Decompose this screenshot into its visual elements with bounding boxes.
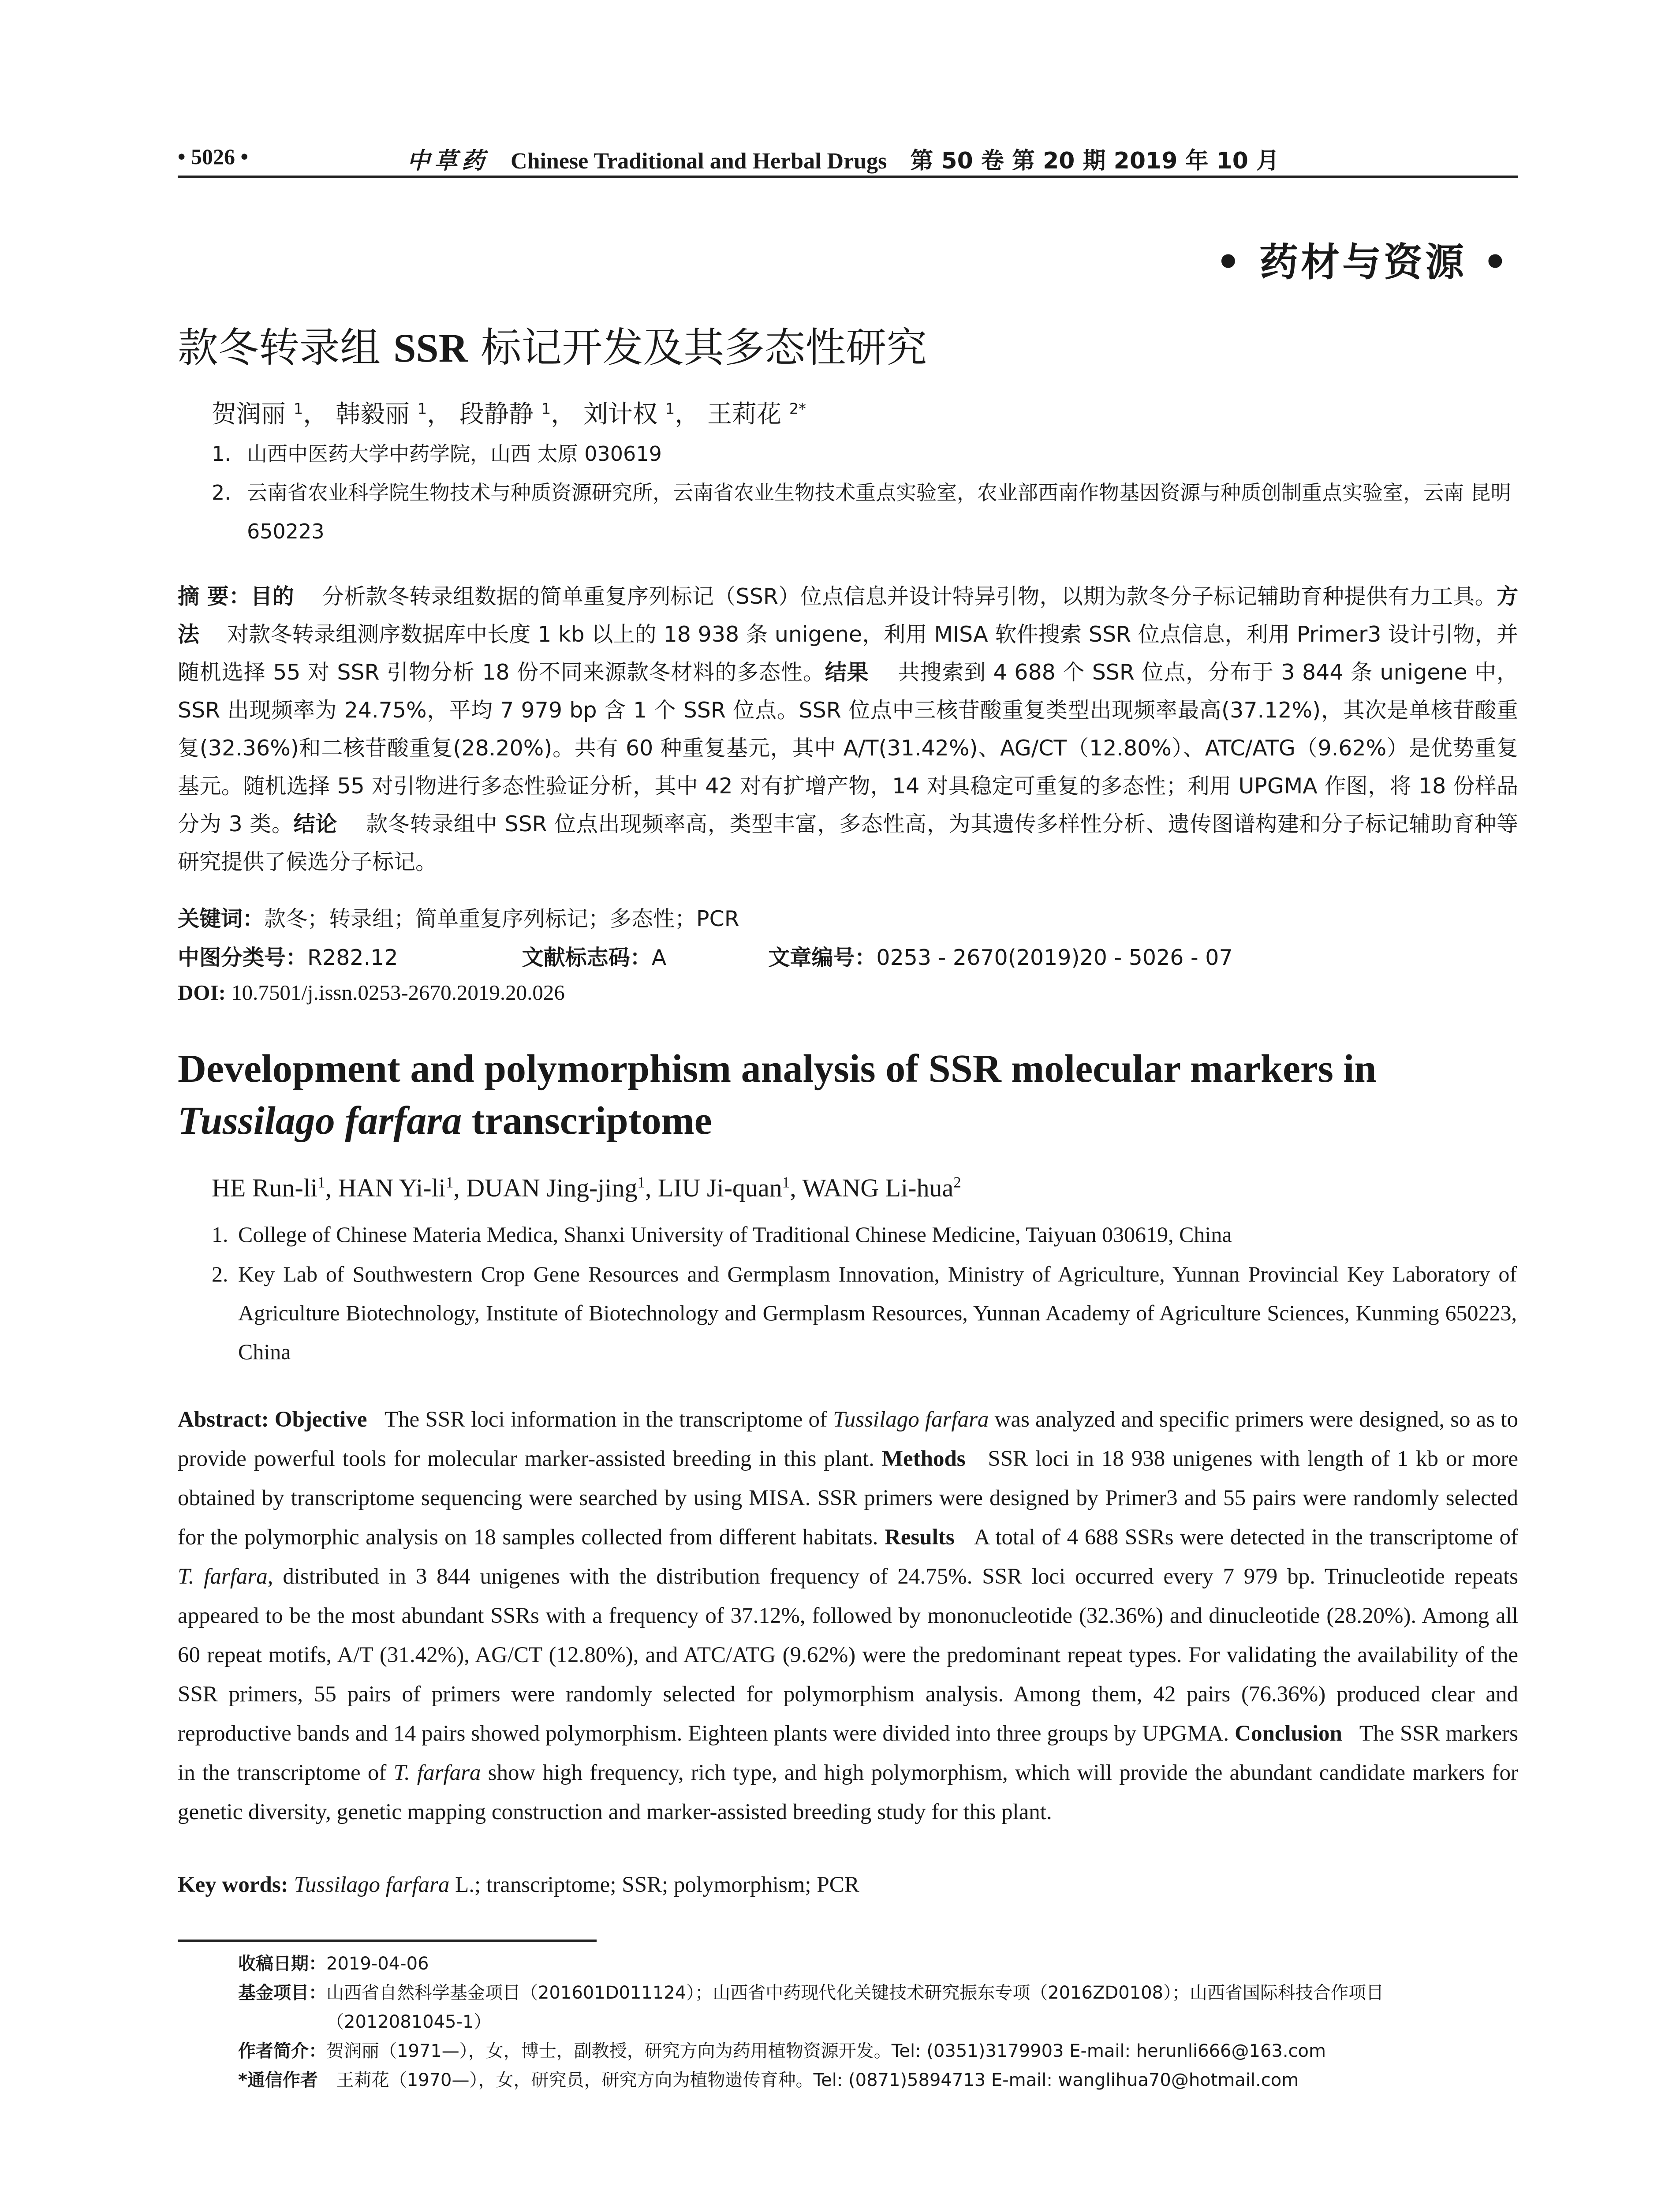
cn-title-part-c: 标记开发及其多态性研究 <box>468 324 927 371</box>
affiliation-marker: 1 <box>317 1174 325 1191</box>
en-conclusion-species: T. farfara <box>393 1760 481 1785</box>
page-marker: • 5026 • <box>178 144 249 169</box>
en-conclusion-text-a: The SSR markers in the transcriptome of <box>178 1721 1518 1785</box>
cn-results-text: 共搜索到 4 688 个 SSR 位点，分布于 3 844 条 unigene 中，SSR 出现频率为 24.75%，平均 7 979 bp 含 1 个 SSR 位点。SSR 位点中三核苷酸重复类型出现频率最高(37.12%)，其次是单核苷酸重复(32.36%)和二核苷酸重复(28.20%)。共有 60 种重复基元，其中 A/T(31.42%)、AG/CT（12.80%）、ATC/ATG（9.62%）是优势重复基元。随机选择 55 对引物进行多态性验证分析，其中 42 对有扩增产物，14 对具稳定可重复的多态性；利用 UPGMA 作图，将 18 份样品分为 3 类。 <box>178 660 1518 837</box>
en-author-name: HE Run-li <box>212 1174 318 1202</box>
en-results-species: T. farfara <box>178 1564 268 1589</box>
en-objective-text-c: was analyzed and specific primers were designed, so as to provide powerful tools for molecular marker-assisted breeding in this plant. <box>178 1407 1518 1471</box>
footnote-received <box>238 1949 1517 1978</box>
en-title <box>178 1043 1518 1147</box>
en-objective-text-a: The SSR loci information in the transcriptome of <box>384 1407 833 1432</box>
en-results-text-a: A total of 4 688 SSRs were detected in the transcriptome of <box>974 1525 1518 1550</box>
en-results-text-c: , distributed in 3 844 unigenes with the distribution frequency of 24.75%. SSR loci occurred every 7 979 bp. Trinucleotide repeats appeared to be the most abundant SSRs with a frequency of 37.12%, followed by mononucleotide (32.36%) and dinucleotide (28.20%). Among all 60 repeat motifs, A/T (31.42%), AG/CT (12.80%), and ATC/ATG (9.62%) were the predominant repeat types. For validating the availability of the SSR primers, 55 pairs of primers were randomly selected for polymorphism analysis. Among them, 42 pairs (76.36%) produced clear and reproductive bands and 14 pairs showed polymorphism. Eighteen plants were divided into three groups by UPGMA. <box>178 1564 1518 1746</box>
footnote-label: 作者简介： <box>238 2041 326 2061</box>
article-no-label: 文章编号： <box>768 945 877 970</box>
cn-author-name: 段静静 <box>459 400 534 429</box>
journal-info <box>407 142 1279 175</box>
affiliation-text: 山西中医药大学中药学院，山西 太原 030619 <box>247 442 662 466</box>
cn-author-name: 刘计权 <box>583 400 657 429</box>
en-methods-label: Methods <box>881 1446 966 1471</box>
en-author-name: HAN Yi-li <box>338 1174 446 1202</box>
en-author <box>802 1174 961 1202</box>
cn-objective-text: 分析款冬转录组数据的简单重复序列标记（SSR）位点信息并设计特异引物，以期为款冬分子标记辅助育种提供有力工具。 <box>322 584 1497 609</box>
affiliation-marker: 1 <box>417 400 427 418</box>
cn-author-name: 韩毅丽 <box>336 400 410 429</box>
affiliation-marker: 1 <box>293 400 303 418</box>
article-no-value: 0253 - 2670(2019)20 - 5026 - 07 <box>876 945 1233 970</box>
en-author: DUAN Jing-jing$^1$, <box>466 1174 658 1202</box>
section-tag: • 药材与资源 • <box>1216 239 1510 285</box>
en-title-part-c: transcriptome <box>462 1099 712 1143</box>
cn-affiliation-2 <box>212 473 1517 551</box>
footnote-corresponding <box>238 2066 1517 2095</box>
en-author: HE Run-$li^1$, <box>212 1174 338 1202</box>
affiliation-number: 1. <box>212 1222 228 1247</box>
doi-label: DOI: <box>178 980 226 1005</box>
en-abstract <box>178 1400 1518 1832</box>
cn-title <box>178 315 927 374</box>
cn-author: 段静静 $^1$， <box>459 400 576 429</box>
affiliation-marker: 1 <box>782 1174 790 1191</box>
cn-keywords-label: 关键词： <box>178 906 265 931</box>
footnote-author-bio <box>238 2037 1517 2066</box>
cn-classification <box>178 941 1233 972</box>
en-abstract-label: Abstract: <box>178 1407 269 1432</box>
footnote-text: 王莉花（1970—），女，研究员，研究方向为植物遗传育种。Tel: (0871)5894713 E-mail: wanglihua70@hotmail.com <box>336 2070 1299 2090</box>
cn-abstract-label: 摘 要： <box>178 584 251 609</box>
cn-methods-text: 对款冬转录组测序数据库中长度 1 kb 以上的 18 938 条 unigene，利用 MISA 软件搜索 SSR 位点信息，利用 Primer3 设计引物，并随机选择 55 对 SSR 引物分析 18 份不同来源款冬材料的多态性。 <box>178 622 1518 685</box>
cn-conclusion-label: 结论 <box>293 811 337 837</box>
en-results-label: Results <box>885 1525 955 1550</box>
en-methods-text: SSR loci in 18 938 unigenes with length of 1 kb or more obtained by transcriptome sequencing were searched by using MISA. SSR primers were designed by Primer3 and 55 pairs were randomly selected for the polymorphic analysis on 18 samples collected from different habitats. <box>178 1446 1519 1550</box>
journal-name-cn: 中草药 <box>407 147 489 174</box>
affiliation-text: College of Chinese Materia Medica, Shanxi University of Traditional Chinese Medicine, Taiyuan 030619, China <box>238 1222 1232 1247</box>
footnote-text: 贺润丽（1971—），女，博士，副教授，研究方向为药用植物资源开发。Tel: (0351)3179903 E-mail: herunli666@163.com <box>326 2041 1326 2061</box>
cn-affiliation-1 <box>212 434 1517 473</box>
footnote-funding <box>238 1978 1517 2037</box>
cn-title-part-a: 款冬转录组 <box>178 324 394 371</box>
footnote-text: 山西省自然科学基金项目（201601D011124）；山西省中药现代化关键技术研究振东专项（2016ZD0108）；山西省国际科技合作项目（2012081045-1） <box>326 1983 1384 2032</box>
en-keywords <box>178 1872 859 1898</box>
journal-name-en: Chinese Traditional and Herbal Drugs <box>511 149 887 174</box>
footnote-divider <box>178 1940 597 1942</box>
en-keywords-text: L.; transcriptome; SSR; polymorphism; PCR <box>449 1872 859 1897</box>
affiliation-marker: 1 <box>445 1174 454 1191</box>
clc-label: 中图分类号： <box>178 945 308 970</box>
cn-authors <box>212 395 806 430</box>
en-keywords-species: Tussilago farfara <box>294 1872 450 1897</box>
affiliation-marker: 1 <box>637 1174 645 1191</box>
en-author-name: LIU Ji-quan <box>657 1174 782 1202</box>
en-title-part-a: Development and polymorphism analysis of SSR molecular markers in <box>178 1047 1377 1091</box>
en-objective-species: Tussilago farfara <box>833 1407 989 1432</box>
footnote-label: 基金项目： <box>238 1983 326 2003</box>
affiliation-marker: 1 <box>665 400 675 418</box>
en-author: HAN $Yi-li^1$, <box>338 1174 467 1202</box>
cn-conclusion-text: 款冬转录组中 SSR 位点出现频率高，类型丰富，多态性高，为其遗传多样性分析、遗传图谱构建和分子标记辅助育种等研究提供了候选分子标记。 <box>178 811 1518 875</box>
en-author: LIU Ji-quan$^1$, <box>657 1174 803 1202</box>
cn-results-label: 结果 <box>825 660 869 685</box>
en-affiliation-2 <box>212 1255 1517 1371</box>
cn-author-name: 王莉花 <box>707 400 781 429</box>
en-conclusion-label: Conclusion <box>1235 1721 1342 1746</box>
affiliation-text: 云南省农业科学院生物技术与种质资源研究所，云南省农业生物技术重点实验室，农业部西南作物基因资源与种质创制重点实验室，云南 昆明 650223 <box>247 481 1511 543</box>
footnote-label: 收稿日期： <box>238 1954 326 1974</box>
doc-code-label: 文献标志码： <box>522 945 652 970</box>
cn-keywords <box>178 902 739 933</box>
affiliation-marker: 2* <box>789 400 806 418</box>
running-header <box>178 140 1518 178</box>
cn-author: 贺润丽 $^1$， <box>212 400 328 429</box>
en-title-species: Tussilago farfara <box>178 1099 462 1143</box>
cn-author: 韩毅丽 $^1$， <box>336 400 452 429</box>
en-author-name: DUAN Jing-jing <box>466 1174 638 1202</box>
doi-line <box>178 980 565 1005</box>
cn-keywords-text: 款冬；转录组；简单重复序列标记；多态性；PCR <box>264 906 739 931</box>
doc-code-value: A <box>651 945 667 970</box>
affiliation-marker: 2 <box>953 1174 961 1191</box>
doi-value[interactable]: 10.7501/j.issn.0253-2670.2019.20.026 <box>231 980 565 1005</box>
footnote-label: *通信作者 <box>238 2070 336 2090</box>
affiliation-number: 1. <box>212 442 231 466</box>
volume-issue: 第 50 卷 第 20 期 2019 年 10 月 <box>910 148 1280 174</box>
cn-objective-label: 目的 <box>250 584 295 609</box>
footnotes <box>238 1949 1517 2095</box>
en-affiliation-1 <box>212 1215 1517 1254</box>
en-author-name: WANG Li-hua <box>802 1174 954 1202</box>
en-conclusion-text-c: show high frequency, rich type, and high polymorphism, which will provide the abundant candidate markers for genetic diversity, genetic mapping construction and marker-assisted breeding study for this plant. <box>178 1760 1519 1824</box>
en-keywords-label: Key words: <box>178 1872 288 1897</box>
cn-author: 刘计权 $^1$， <box>583 400 700 429</box>
cn-author-name: 贺润丽 <box>212 400 286 429</box>
affiliation-number: 2. <box>212 1262 228 1286</box>
affiliation-text: Key Lab of Southwestern Crop Gene Resources and Germplasm Innovation, Ministry of Agriculture, Yunnan Provincial Key Laboratory of Agriculture Biotechnology, Institute of Biotechnology and Germplasm Resources, Yunnan Academy of Agriculture Sciences, Kunming 650223, China <box>238 1262 1517 1364</box>
en-objective-label: Objective <box>274 1407 367 1432</box>
cn-methods-label: 方法 <box>178 584 1518 647</box>
footnote-text: 2019-04-06 <box>326 1954 429 1974</box>
clc-value: R282.12 <box>307 945 398 970</box>
cn-abstract <box>178 578 1518 881</box>
cn-author <box>707 400 806 429</box>
affiliation-marker: 1 <box>541 400 551 418</box>
cn-title-part-b: SSR <box>393 325 468 370</box>
affiliation-number: 2. <box>212 481 231 505</box>
en-authors <box>212 1173 961 1203</box>
